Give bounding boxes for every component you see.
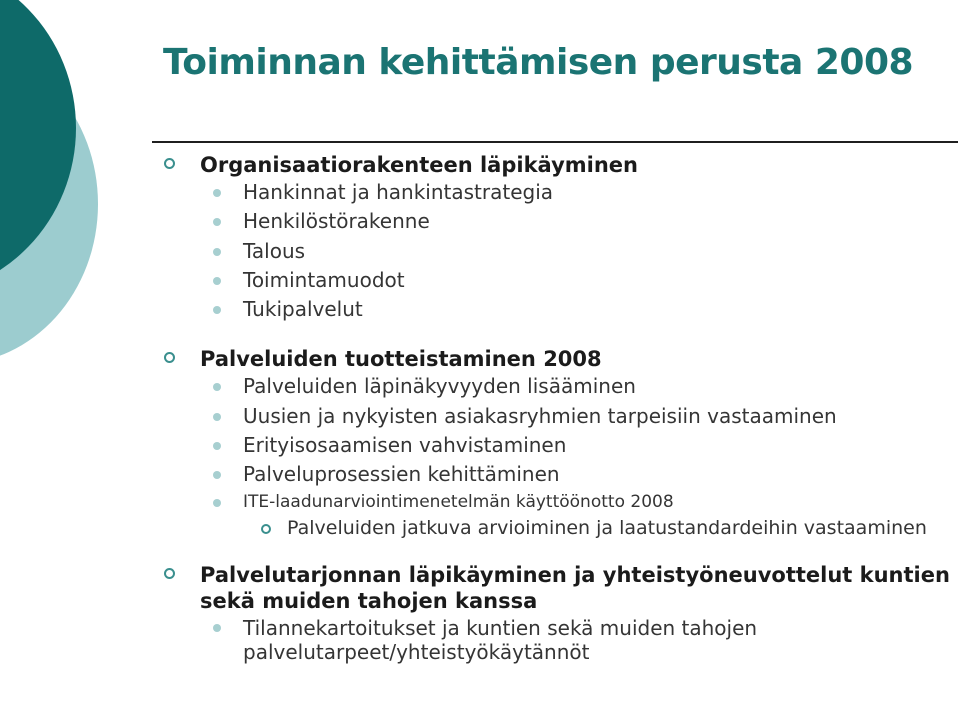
section-palvelutarjonta [160, 562, 950, 664]
dot-bullet-icon [213, 218, 221, 226]
list-item: Talous [200, 237, 950, 266]
dot-bullet-icon [213, 277, 221, 285]
list-item: Tilannekartoitukset ja kuntien sekä muiden tahojen palvelutarpeet/yhteistyökäytännöt [200, 614, 950, 664]
ring-bullet-icon [164, 568, 175, 579]
list-item: Uusien ja nykyisten asiakasryhmien tarpeisiin vastaaminen [200, 402, 950, 431]
dot-bullet-icon [213, 413, 221, 421]
slide-content [160, 152, 950, 664]
dot-bullet-icon [213, 624, 221, 632]
list-item: ITE-laadunarviointimenetelmän käyttöönotto 2008 [200, 490, 950, 514]
list-item: Toimintamuodot [200, 266, 950, 295]
title-divider [152, 141, 958, 143]
list-item: Henkilöstörakenne [200, 207, 950, 236]
dot-bullet-icon [213, 306, 221, 314]
slide-title: Toiminnan kehittämisen perusta 2008 [163, 42, 914, 83]
ring-bullet-icon [261, 524, 271, 534]
section-tuotteistaminen [160, 346, 950, 539]
list-item: Hankinnat ja hankintastrategia [200, 178, 950, 207]
dot-bullet-icon [213, 499, 221, 507]
dot-bullet-icon [213, 189, 221, 197]
list-item: Palveluiden läpinäkyvyyden lisääminen [200, 372, 950, 401]
dot-bullet-icon [213, 442, 221, 450]
section-heading: Organisaatiorakenteen läpikäyminen [200, 153, 638, 177]
section-heading: Palveluiden tuotteistaminen 2008 [200, 347, 602, 372]
section-heading: Palvelutarjonnan läpikäyminen ja yhteistyöneuvottelut kuntien sekä muiden tahojen kanssa [200, 562, 950, 613]
ring-bullet-icon [164, 158, 175, 169]
section-organisaatiorakenne [160, 152, 950, 324]
dot-bullet-icon [213, 383, 221, 391]
dot-bullet-icon [213, 248, 221, 256]
list-item: Palveluprosessien kehittäminen [200, 460, 950, 489]
ring-bullet-icon [164, 352, 175, 363]
sub-list-item: Palveluiden jatkuva arvioiminen ja laatustandardeihin vastaaminen [200, 517, 950, 540]
dot-bullet-icon [213, 471, 221, 479]
list-item: Erityisosaamisen vahvistaminen [200, 431, 950, 460]
list-item: Tukipalvelut [200, 295, 950, 324]
